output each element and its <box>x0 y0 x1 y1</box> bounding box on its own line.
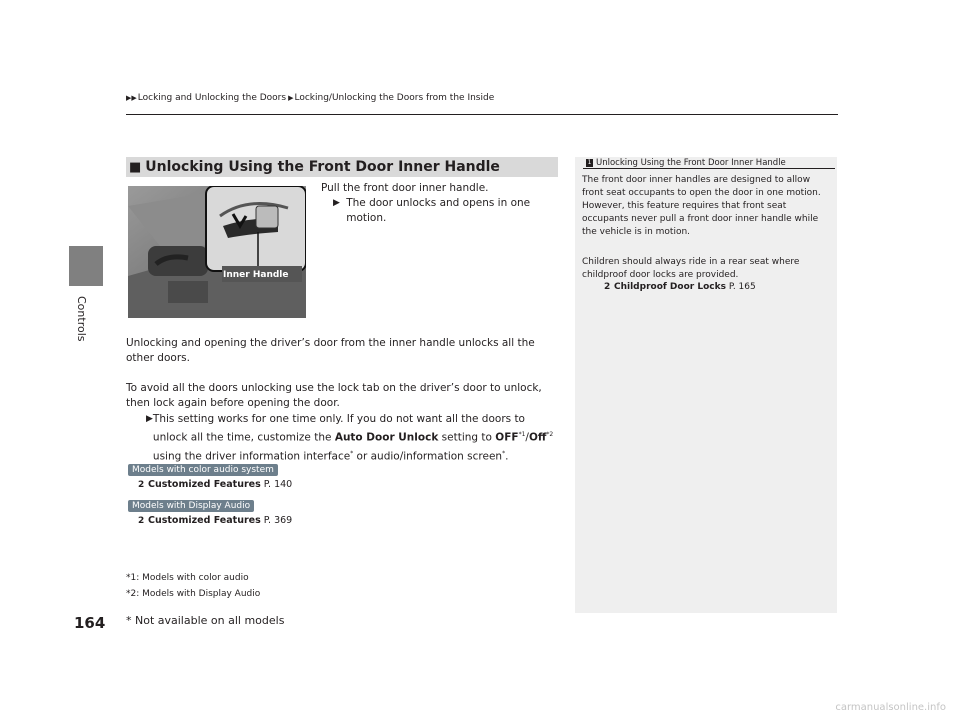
sidebar-paragraph: The front door inner handles are designed to allow front seat occupants to open the door in one motion. However, this feature requires that front seat occupants never pull a front door inner handle while the vehicle is in motion. <box>582 175 821 237</box>
breadcrumb <box>126 93 494 103</box>
step-text: Pull the front door inner handle. <box>321 182 489 194</box>
reference-title[interactable]: Customized Features <box>148 515 261 526</box>
sidebar-cross-reference[interactable] <box>604 282 756 292</box>
watermark: carmanualsonline.info <box>835 702 946 713</box>
footnote: *2: Models with Display Audio <box>126 589 261 599</box>
model-badge: Models with color audio system <box>128 464 278 476</box>
step-result: The door unlocks and opens in one motion. <box>346 197 531 224</box>
note-bullet <box>146 412 558 464</box>
section-label: Controls <box>75 296 88 342</box>
reference-page: P. 140 <box>263 479 293 490</box>
door-handle-photo <box>128 186 306 318</box>
reference-icon: 2 <box>138 480 145 490</box>
footnote: *1: Models with color audio <box>126 573 249 583</box>
availability-note: * Not available on all models <box>126 614 285 627</box>
sidebar-title-text: Unlocking Using the Front Door Inner Handle <box>596 158 786 168</box>
breadcrumb-item[interactable]: Locking and Unlocking the Doors <box>137 93 287 103</box>
section-heading-text: Unlocking Using the Front Door Inner Handle <box>145 159 500 175</box>
breadcrumb-item[interactable]: Locking/Unlocking the Doors from the Inside <box>294 93 495 103</box>
paragraph: Unlocking and opening the driver’s door from the inner handle unlocks all the other doors. <box>126 337 535 364</box>
section-heading <box>126 157 558 177</box>
result-arrow-icon: ▶ <box>333 198 340 208</box>
reference-icon: 2 <box>138 516 145 526</box>
inner-handle-callout: Inner Handle <box>223 270 289 280</box>
note-text: This setting works for one time only. If you do not want all the doors to unlock all the time, customize the Auto Door Unlock setting to OFF$^{*1}$/Off$^{*2}$ using the driver information interface* or audio/information screen*. <box>152 413 554 462</box>
paragraph: To avoid all the doors unlocking use the lock tab on the driver’s door to unlock, then lock again before opening the door. <box>126 382 542 409</box>
reference-page: P. 369 <box>263 515 293 526</box>
model-badge: Models with Display Audio <box>128 500 254 512</box>
note-number-icon: 1 <box>587 159 592 166</box>
square-bullet-icon: ■ <box>129 159 142 175</box>
reference-title[interactable]: Childproof Door Locks <box>614 282 726 292</box>
reference-title[interactable]: Customized Features <box>148 479 261 490</box>
sidebar-divider <box>583 168 835 169</box>
cross-reference[interactable] <box>138 515 292 526</box>
sidebar-title <box>586 158 786 168</box>
sidebar-paragraph: Children should always ride in a rear seat where childproof door locks are provided. <box>582 257 800 280</box>
cross-reference[interactable] <box>138 479 292 490</box>
step-instruction <box>321 181 561 226</box>
reference-icon: 2 <box>604 282 611 292</box>
header-divider <box>126 114 838 115</box>
breadcrumb-arrow-icon: ▶▶ <box>126 94 137 102</box>
page-number: 164 <box>74 614 106 632</box>
reference-page: P. 165 <box>728 282 756 292</box>
section-tab <box>69 246 103 286</box>
result-arrow-icon: ▶ <box>146 414 153 424</box>
breadcrumb-arrow-icon: ▶ <box>288 94 294 102</box>
